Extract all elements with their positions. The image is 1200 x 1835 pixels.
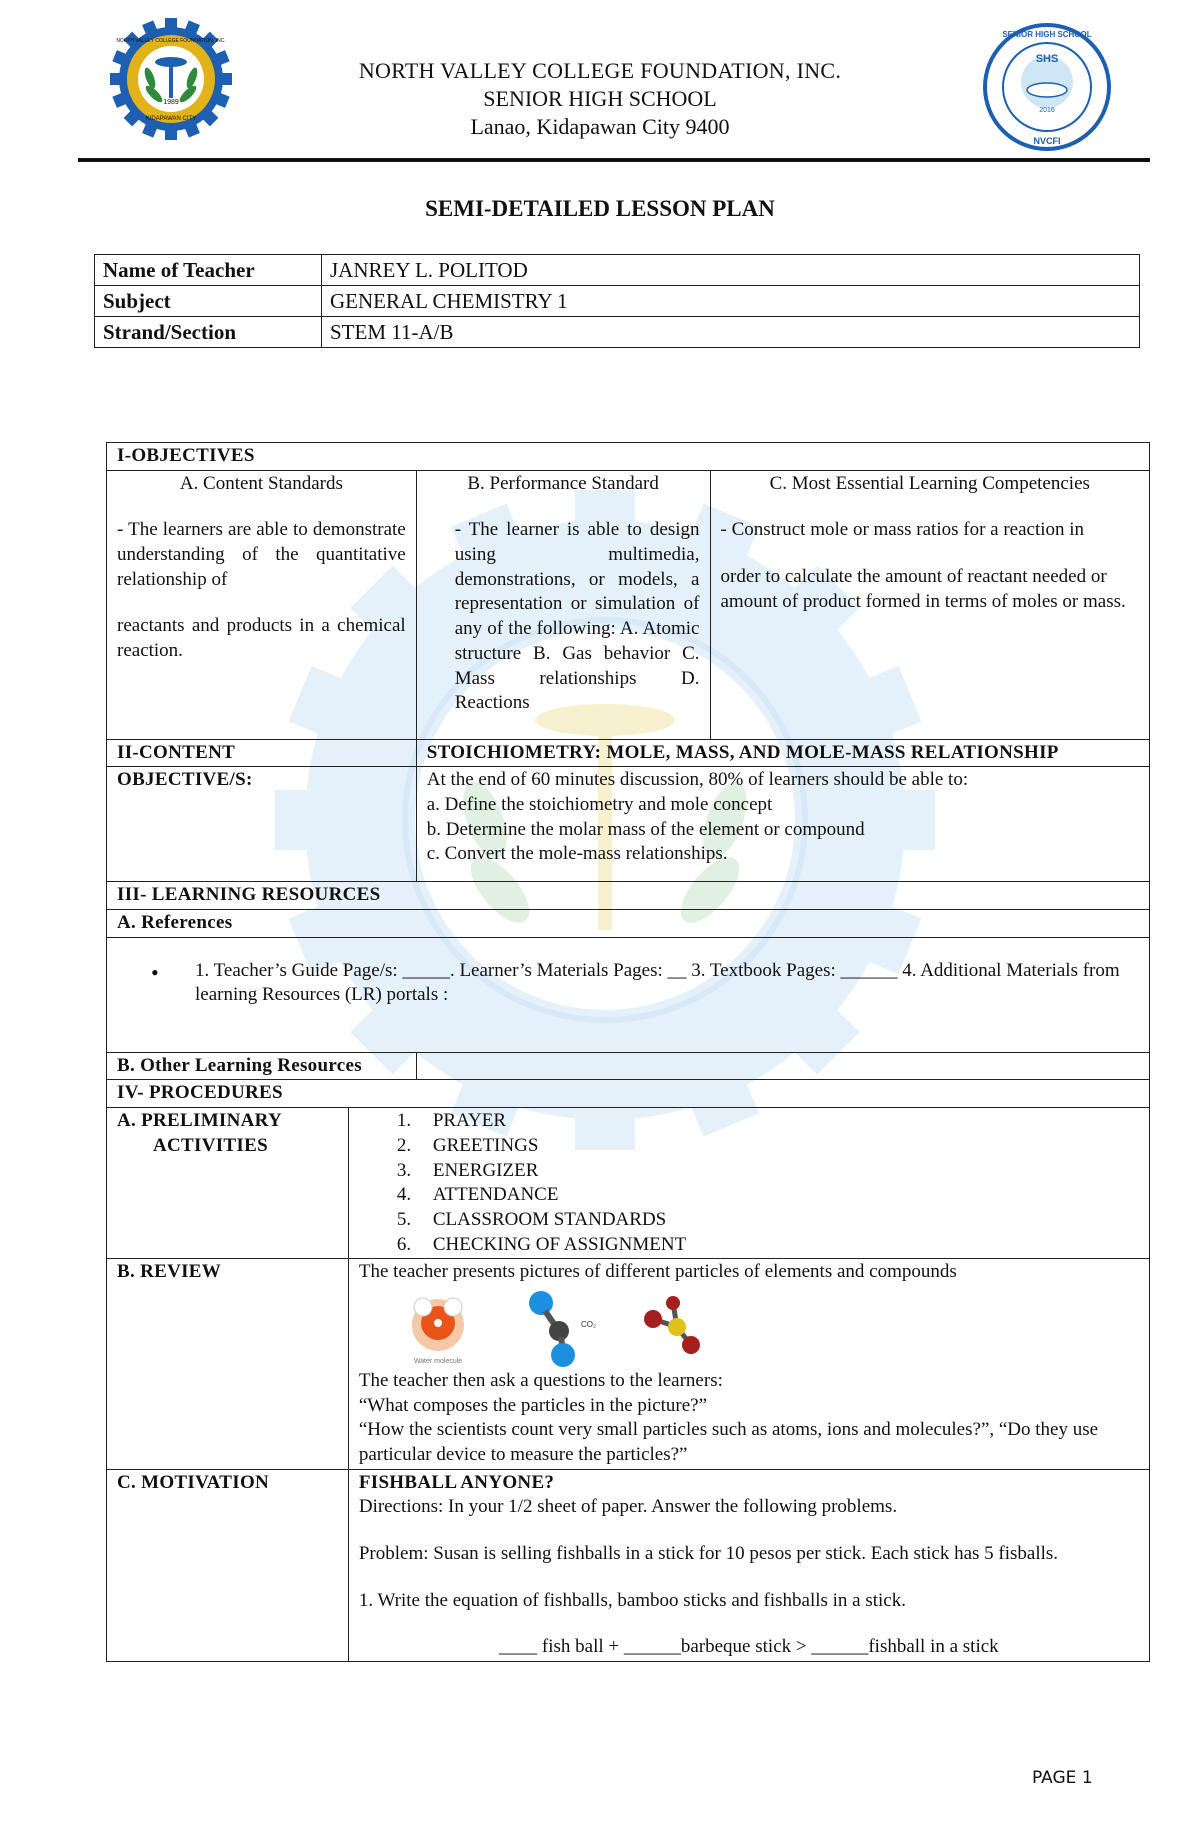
lesson-plan-table xyxy=(106,442,1150,1662)
water-molecule-icon xyxy=(393,1289,483,1367)
teacher-label: Name of Teacher xyxy=(95,255,322,286)
motivation-label: C. MOTIVATION xyxy=(107,1469,349,1661)
molecule-images xyxy=(393,1289,1139,1367)
svg-text:SENIOR HIGH SCHOOL: SENIOR HIGH SCHOOL xyxy=(1002,30,1092,39)
preliminary-label-cell xyxy=(107,1108,349,1259)
objective-item: b. Determine the molar mass of the element or compound xyxy=(426,818,865,840)
subject-label: Subject xyxy=(95,286,322,317)
page-number: PAGE 1 xyxy=(1032,1768,1093,1788)
review-cell xyxy=(348,1259,1149,1469)
review-question: “How the scientists count very small particles such as atoms, ions and molecules?”, “Do they use particular device to measure the particles?” xyxy=(358,1419,1099,1465)
references-cell xyxy=(107,937,1150,1052)
strand-value: STEM 11-A/B xyxy=(322,317,1140,348)
learning-resources-heading: III- LEARNING RESOURCES xyxy=(107,882,1150,910)
college-seal-logo xyxy=(108,16,234,142)
performance-standard-text: - The learner is able to design using multimedia, demonstrations, or models, a representation or simulation of any of the following: A. Atomic structure B. Gas behavior C. Mass relationships D. Reactions xyxy=(454,519,700,714)
objectives-label: OBJECTIVE/S: xyxy=(107,767,417,882)
preliminary-list-cell xyxy=(348,1108,1149,1259)
motivation-equation: ____ fish ball + ______barbeque stick > ______fishball in a stick xyxy=(499,1636,999,1658)
table-row xyxy=(95,286,1140,317)
svg-text:SHS: SHS xyxy=(1035,53,1059,65)
content-topic: STOICHIOMETRY: MOLE, MASS, AND MOLE-MASS RELATIONSHIP xyxy=(416,739,1149,767)
svg-text:1989: 1989 xyxy=(163,99,179,106)
school-name: NORTH VALLEY COLLEGE FOUNDATION, INC. xyxy=(358,58,842,83)
svg-text:NVCFI: NVCFI xyxy=(1033,136,1061,146)
school-division: SENIOR HIGH SCHOOL xyxy=(483,86,717,111)
motivation-problem: Problem: Susan is selling fishballs in a stick for 10 pesos per stick. Each stick has 5 fisballs. xyxy=(358,1543,1059,1565)
melc-cell xyxy=(710,470,1150,739)
melc-text: - Construct mole or mass ratios for a reaction in xyxy=(720,519,1085,541)
header-divider xyxy=(78,158,1150,162)
motivation-cell xyxy=(348,1469,1149,1661)
strand-label: Strand/Section xyxy=(95,317,322,348)
procedures-heading: IV- PROCEDURES xyxy=(107,1080,1150,1108)
other-resources-value xyxy=(416,1052,1149,1080)
references-text: 1. Teacher’s Guide Page/s: _____. Learner’s Materials Pages: __ 3. Textbook Pages: ______ 4. Additional Materials from learning Resources (LR) portals : xyxy=(195,959,1120,1006)
review-intro: The teacher presents pictures of different particles of elements and compounds xyxy=(358,1261,957,1283)
list-item: 2. GREETINGS xyxy=(396,1134,539,1156)
list-item: 3. ENERGIZER xyxy=(396,1159,539,1181)
content-standards-title: A. Content Standards xyxy=(179,472,343,494)
svg-text:Water molecule: Water molecule xyxy=(413,1357,463,1365)
list-item: 6. CHECKING OF ASSIGNMENT xyxy=(396,1233,687,1255)
review-label: B. REVIEW xyxy=(107,1259,349,1469)
svg-text:CO₂: CO₂ xyxy=(580,1319,596,1329)
motivation-question: 1. Write the equation of fishballs, bamboo sticks and fishballs in a stick. xyxy=(358,1589,906,1611)
performance-standard-title: B. Performance Standard xyxy=(467,472,659,494)
content-standards-cell xyxy=(107,470,417,739)
content-heading: II-CONTENT xyxy=(107,739,417,767)
shs-seal-logo xyxy=(982,22,1112,152)
teacher-value: JANREY L. POLITOD xyxy=(322,255,1140,286)
table-row xyxy=(95,317,1140,348)
motivation-directions: Directions: In your 1/2 sheet of paper. Answer the following problems. xyxy=(358,1496,898,1518)
objectives-list xyxy=(416,767,1149,882)
melc-text-2: order to calculate the amount of reactant needed or amount of product formed in terms of moles or mass. xyxy=(720,566,1126,612)
so2-molecule-icon xyxy=(633,1289,723,1367)
content-standards-text-2: reactants and products in a chemical reaction. xyxy=(117,615,406,662)
references-label: A. References xyxy=(107,910,1150,938)
preliminary-label-2: ACTIVITIES xyxy=(153,1134,268,1156)
motivation-title: FISHBALL ANYONE? xyxy=(358,1471,555,1493)
list-item: 1. PRAYER xyxy=(396,1110,507,1132)
co2-molecule-icon xyxy=(523,1289,596,1367)
objectives-intro: At the end of 60 minutes discussion, 80% of learners should be able to: xyxy=(426,769,969,791)
subject-value: GENERAL CHEMISTRY 1 xyxy=(322,286,1140,317)
school-address: Lanao, Kidapawan City 9400 xyxy=(470,114,730,139)
svg-text:NORTH VALLEY COLLEGE FOUNDATIO: NORTH VALLEY COLLEGE FOUNDATION, INC. xyxy=(116,38,226,44)
svg-text:KIDAPAWAN CITY: KIDAPAWAN CITY xyxy=(145,116,197,122)
list-item: 5. CLASSROOM STANDARDS xyxy=(396,1208,667,1230)
table-row xyxy=(95,255,1140,286)
svg-text:2016: 2016 xyxy=(1039,107,1055,114)
review-question: “What composes the particles in the picture?” xyxy=(358,1394,708,1416)
objectives-heading: I-OBJECTIVES xyxy=(107,443,1150,471)
document-title: SEMI-DETAILED LESSON PLAN xyxy=(425,196,775,221)
review-ask: The teacher then ask a questions to the learners: xyxy=(358,1369,723,1391)
teacher-info-table xyxy=(94,254,1140,348)
list-item: 4. ATTENDANCE xyxy=(396,1184,559,1206)
content-standards-text: - The learners are able to demonstrate understanding of the quantitative relationship of xyxy=(117,519,406,590)
objective-item: c. Convert the mole-mass relationships. xyxy=(426,843,728,865)
preliminary-list xyxy=(359,1109,1139,1257)
bullet-icon: • xyxy=(151,959,159,985)
preliminary-label: A. PRELIMINARY xyxy=(117,1110,283,1132)
objective-item: a. Define the stoichiometry and mole concept xyxy=(426,794,773,816)
performance-standard-cell xyxy=(416,470,710,739)
other-resources-label: B. Other Learning Resources xyxy=(107,1052,417,1080)
melc-title: C. Most Essential Learning Competencies xyxy=(769,472,1090,494)
